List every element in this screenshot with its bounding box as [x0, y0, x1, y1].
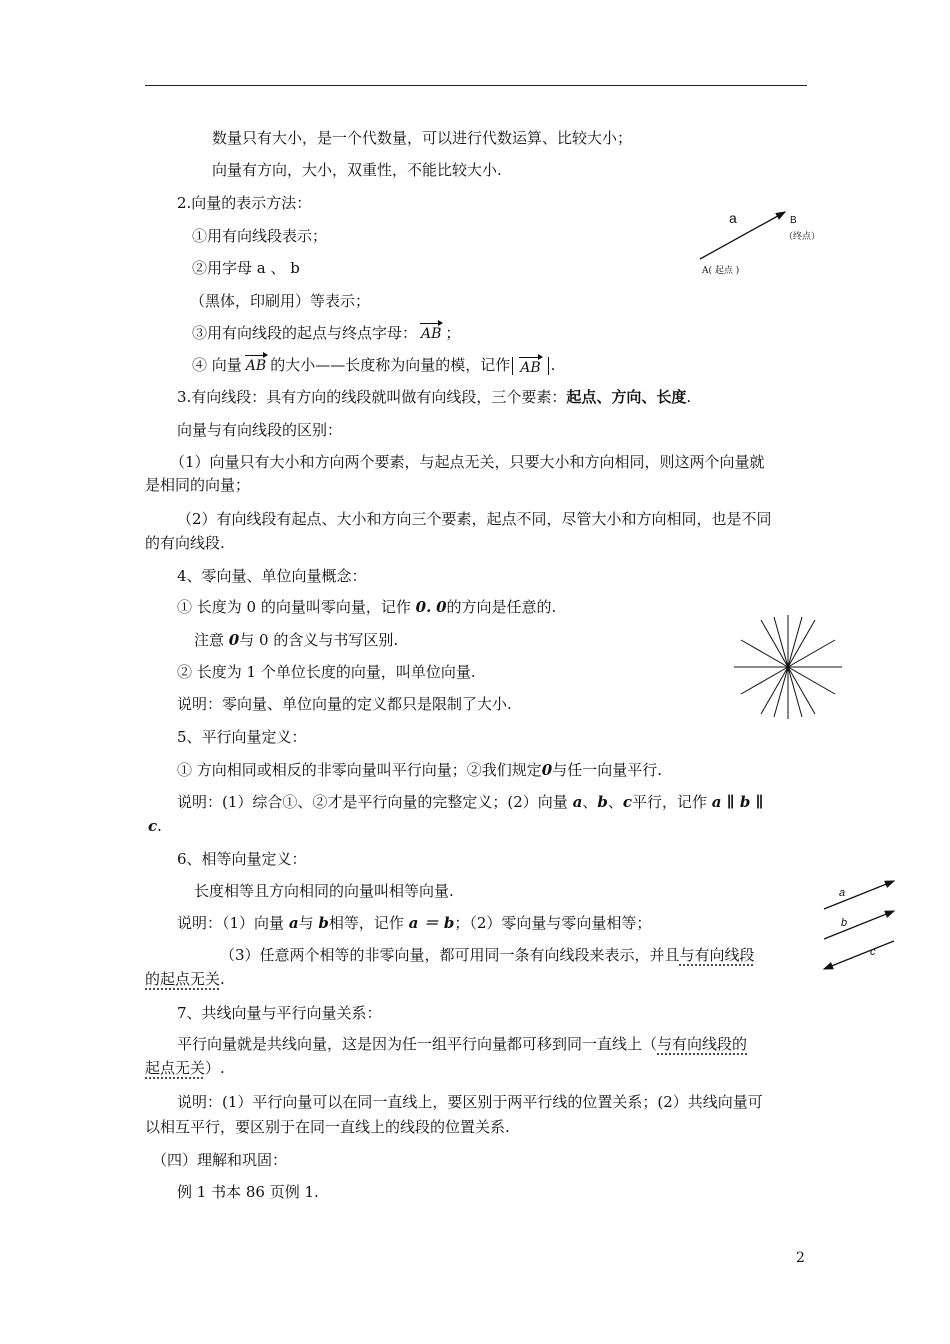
- section-heading: 4、零向量、单位向量概念：: [177, 567, 367, 585]
- text-segment: 、: [582, 793, 598, 811]
- text-segment: 的大小——长度称为向量的模，记作: [270, 356, 511, 374]
- page-number: 2: [796, 1250, 805, 1266]
- zero-vector-symbol: 0: [541, 761, 553, 779]
- zero-vector-symbol: 0.: [415, 598, 432, 616]
- label-b: B: [790, 215, 797, 226]
- text-segment: 相等，记作: [328, 914, 404, 932]
- text-line: （2）有向线段有起点、大小和方向三个要素，起点不同，尽管大小和方向相同，也是不同: [177, 510, 772, 528]
- text-line: [177, 597, 556, 617]
- text-segment: ）.: [205, 1059, 225, 1077]
- emphasis-dotted: 的起点无关: [145, 970, 221, 988]
- text-line: 数量只有大小，是一个代数量，可以进行代数运算、比较大小；: [212, 129, 633, 147]
- text-segment: .: [157, 817, 162, 835]
- text-segment: 、: [607, 793, 623, 811]
- text-line: ② 长度为 1 个单位长度的向量，叫单位向量.: [177, 663, 476, 681]
- text-line: 例 1 书本 86 页例 1.: [177, 1183, 319, 1201]
- text-line: 向量有方向，大小，双重性，不能比较大小.: [212, 161, 502, 179]
- vector-ab: AB: [520, 360, 541, 376]
- text-line: （1）向量只有大小和方向两个要素，与起点无关，只要大小和方向相同，则这两个向量就: [170, 453, 765, 471]
- text-segment: 平行向量就是共线向量，这是因为任一组平行向量都可移到同一直线上（: [177, 1035, 658, 1053]
- text-line: [220, 945, 755, 965]
- text-segment: ；（2）零向量与零向量相等；: [454, 914, 652, 932]
- zero-vector-star-figure: [730, 615, 846, 719]
- vector-a: a: [288, 914, 299, 932]
- text-line: 以相互平行，要区别于在同一直线上的线段的位置关系.: [145, 1118, 510, 1136]
- text-segment: 注意: [194, 631, 225, 649]
- text-segment: ① 方向相同或相反的非零向量叫平行向量；②我们规定: [177, 761, 542, 779]
- text-segment: .: [220, 970, 225, 988]
- text-line: （黑体，印刷用）等表示；: [190, 292, 371, 310]
- vector-a: a: [572, 793, 583, 811]
- text-line: [177, 760, 662, 780]
- text-line: [145, 969, 225, 989]
- section-heading: 2.向量的表示方法：: [177, 194, 312, 212]
- equality-relation: a ＝ b: [408, 914, 455, 932]
- text-segment: 与 0 的含义与书写区别.: [239, 631, 399, 649]
- vector-b: b: [318, 914, 329, 932]
- text-line: ②用字母 a 、 b: [192, 259, 300, 277]
- emphasis-dotted: 与有向线段: [679, 946, 755, 964]
- zero-vector-symbol: 0: [436, 598, 447, 616]
- text-line: [177, 913, 651, 933]
- header-rule: [145, 85, 807, 86]
- text-segment: ① 长度为 0 的向量叫零向量，记作: [177, 598, 411, 616]
- label-end-point: （终点）: [784, 232, 821, 242]
- text-line: 向量与有向线段的区别：: [177, 421, 343, 439]
- section-heading: （四）理解和巩固：: [152, 1151, 288, 1169]
- text-segment: 说明：(1）综合①、②才是平行向量的完整定义；(2）向量: [177, 793, 568, 811]
- text-segment: 3.有向线段：具有方向的线段就叫做有向线段，三个要素：: [177, 388, 567, 406]
- label-b: b: [841, 917, 848, 929]
- emphasis-dotted: 起点无关: [145, 1059, 206, 1077]
- label-start-point: A( 起点 ): [702, 266, 740, 276]
- text-line: 说明：零向量、单位向量的定义都只是限制了大小.: [177, 695, 512, 713]
- zero-vector-symbol: 0: [228, 631, 240, 649]
- text-segment: 的方向是任意的.: [446, 598, 557, 616]
- vector-c: c: [148, 817, 158, 835]
- vector-b: b: [597, 793, 608, 811]
- text-line: [177, 387, 691, 407]
- parallel-relation: a ∥ b ∥: [711, 793, 764, 811]
- section-heading: 7、共线向量与平行向量关系：: [177, 1004, 382, 1022]
- text-segment: .: [550, 356, 556, 374]
- section-heading: 5、平行向量定义：: [177, 728, 307, 746]
- label-c: c: [870, 946, 876, 958]
- text-line: 长度相等且方向相同的向量叫相等向量.: [194, 882, 454, 900]
- text-line: [192, 355, 555, 376]
- equal-vectors-figure: [818, 875, 900, 975]
- label-a: a: [729, 210, 737, 226]
- text-segment: 说明：（1）向量: [177, 914, 285, 932]
- text-segment: 与任一向量平行.: [552, 761, 662, 779]
- text-line: [177, 792, 764, 812]
- vector-c: c: [622, 793, 632, 811]
- bold-term: 起点、方向、长度: [566, 388, 687, 406]
- magnitude-notation: [512, 357, 548, 375]
- star-lines-graphic: [730, 615, 846, 719]
- text-line: ①用有向线段表示；: [192, 227, 328, 245]
- text-line: 是相同的向量；: [145, 476, 251, 494]
- text-segment: .: [686, 388, 692, 406]
- text-line: [194, 630, 398, 650]
- text-segment: ④ 向量: [192, 356, 242, 374]
- vector-ab: AB: [245, 358, 267, 374]
- text-line: [145, 1058, 225, 1078]
- text-line: 说明：(1）平行向量可以在同一直线上，要区别于两平行线的位置关系；(2）共线向量可: [177, 1093, 763, 1111]
- label-a: a: [839, 887, 846, 899]
- text-line: [177, 1034, 747, 1054]
- text-segment: 与: [298, 914, 314, 932]
- text-segment: ；: [445, 324, 461, 342]
- section-heading: 6、相等向量定义：: [177, 850, 307, 868]
- parallel-arrows-graphic: [818, 875, 900, 975]
- emphasis-dotted: 与有向线段的: [657, 1035, 748, 1053]
- text-segment: （3）任意两个相等的非零向量，都可用同一条有向线段来表示，并且: [220, 946, 680, 964]
- text-segment: ③用有向线段的起点与终点字母：: [192, 324, 418, 342]
- text-line: 的有向线段.: [145, 534, 225, 552]
- text-line: [192, 323, 460, 344]
- vector-ab: AB: [421, 326, 442, 342]
- directed-segment-figure: [690, 195, 820, 280]
- text-segment: 平行，记作: [631, 793, 707, 811]
- text-line: [148, 816, 162, 836]
